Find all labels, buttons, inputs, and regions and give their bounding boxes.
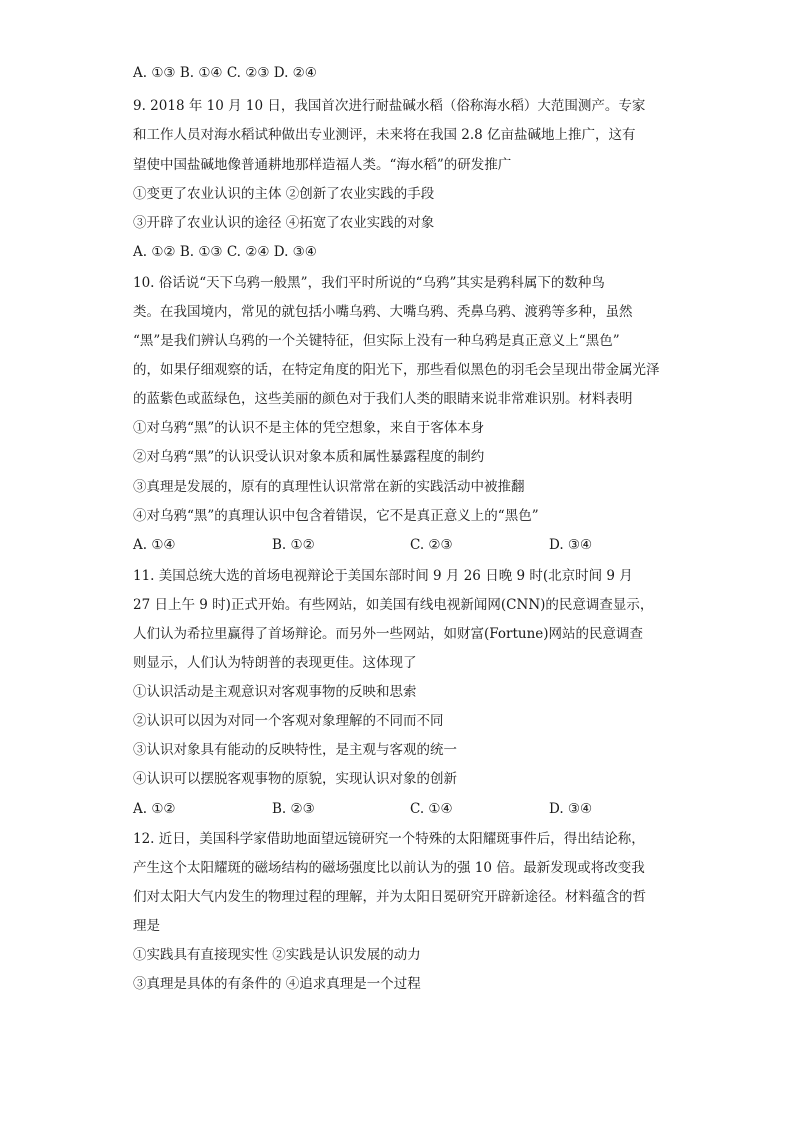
q12-stem-line-3: 们对太阳大气内发生的物理过程的理解，并为太阳日冕研究开辟新途径。材料蕴含的哲 <box>133 889 646 905</box>
q8-options: A. ①③ B. ①④ C. ②③ D. ②④ <box>133 65 317 81</box>
q11-choice-4: ④认识可以摆脱客观事物的原貌，实现认识对象的创新 <box>133 771 457 787</box>
q9-stem-line-1: 9. 2018 年 10 月 10 日，我国首次进行耐盐碱水稻（俗称海水稻）大范围测产。专家 <box>133 98 646 114</box>
q11-stem-line-3: 人们认为希拉里赢得了首场辩论。而另外一些网站，如财富(Fortune)网站的民意调查 <box>133 626 644 642</box>
q10-options <box>133 536 653 554</box>
q9-stem-line-3: 望使中国盐碱地像普通耕地那样造福人类。“海水稻”的研发推广 <box>133 157 512 173</box>
q11-choice-1: ①认识活动是主观意识对客观事物的反映和思索 <box>133 684 417 700</box>
q11-option-a: A. ①② <box>133 801 176 817</box>
q12-stem-line-4: 理是 <box>133 918 160 934</box>
q9-choice-34: ③开辟了农业认识的途径 ④拓宽了农业实践的对象 <box>133 215 435 231</box>
q9-stem-line-2: 和工作人员对海水稻试种做出专业测评，未来将在我国 2.8 亿亩盐碱地上推广，这有 <box>133 127 636 143</box>
q10-stem-line-2: 类。在我国境内，常见的就包括小嘴乌鸦、大嘴乌鸦、秃鼻乌鸦、渡鸦等多种，虽然 <box>133 304 633 320</box>
q12-choice-12: ①实践具有直接现实性 ②实践是认识发展的动力 <box>133 947 421 963</box>
q10-choice-3: ③真理是发展的，原有的真理性认识常常在新的实践活动中被推翻 <box>133 479 525 495</box>
q10-option-c: C. ②③ <box>410 537 453 553</box>
q12-choice-34: ③真理是具体的有条件的 ④追求真理是一个过程 <box>133 976 421 992</box>
q10-choice-2: ②对乌鸦“黑”的认识受认识对象本质和属性暴露程度的制约 <box>133 449 485 465</box>
q10-stem-line-4: 的，如果仔细观察的话，在特定角度的阳光下，那些看似黑色的羽毛会呈现出带金属光泽 <box>133 362 660 378</box>
q12-stem-line-2: 产生这个太阳耀斑的磁场结构的磁场强度比以前认为的强 10 倍。最新发现或将改变我 <box>133 860 645 876</box>
q10-stem-line-3: “黑”是我们辨认乌鸦的一个关键特征，但实际上没有一种乌鸦是真正意义上“黑色” <box>133 333 620 349</box>
q10-option-b: B. ①② <box>272 537 315 553</box>
q11-stem-line-1: 11. 美国总统大选的首场电视辩论于美国东部时间 9 月 26 日晚 9 时(北京时间 9 月 <box>133 568 633 584</box>
q10-choice-4: ④对乌鸦“黑”的真理认识中包含着错误，它不是真正意义上的“黑色” <box>133 508 539 524</box>
q11-option-b: B. ②③ <box>272 801 315 817</box>
q10-stem-line-1: 10. 俗话说“天下乌鸦一般黑”，我们平时所说的“乌鸦”其实是鸦科属下的数种鸟 <box>133 275 605 291</box>
q10-choice-1: ①对乌鸦“黑”的认识不是主体的凭空想象，来自于客体本身 <box>133 420 485 436</box>
q11-choice-2: ②认识可以因为对同一个客观对象理解的不同而不同 <box>133 713 444 729</box>
q11-choice-3: ③认识对象具有能动的反映特性，是主观与客观的统一 <box>133 742 457 758</box>
q10-option-d: D. ③④ <box>549 537 593 553</box>
q11-stem-line-4: 则显示，人们认为特朗普的表现更佳。这体现了 <box>133 655 417 671</box>
q9-options: A. ①② B. ①③ C. ②④ D. ③④ <box>133 244 317 260</box>
q10-option-a: A. ①④ <box>133 537 176 553</box>
q11-option-d: D. ③④ <box>549 801 593 817</box>
q9-choice-12: ①变更了农业认识的主体 ②创新了农业实践的手段 <box>133 186 435 202</box>
q11-options <box>133 800 653 818</box>
q10-stem-line-5: 的蓝紫色或蓝绿色，这些美丽的颜色对于我们人类的眼睛来说非常难识别。材料表明 <box>133 391 633 407</box>
q11-option-c: C. ①④ <box>410 801 453 817</box>
q11-stem-line-2: 27 日上午 9 时)正式开始。有些网站，如美国有线电视新闻网(CNN)的民意调查显示， <box>133 597 654 613</box>
q12-stem-line-1: 12. 近日，美国科学家借助地面望远镜研究一个特殊的太阳耀斑事件后，得出结论称， <box>133 831 645 847</box>
